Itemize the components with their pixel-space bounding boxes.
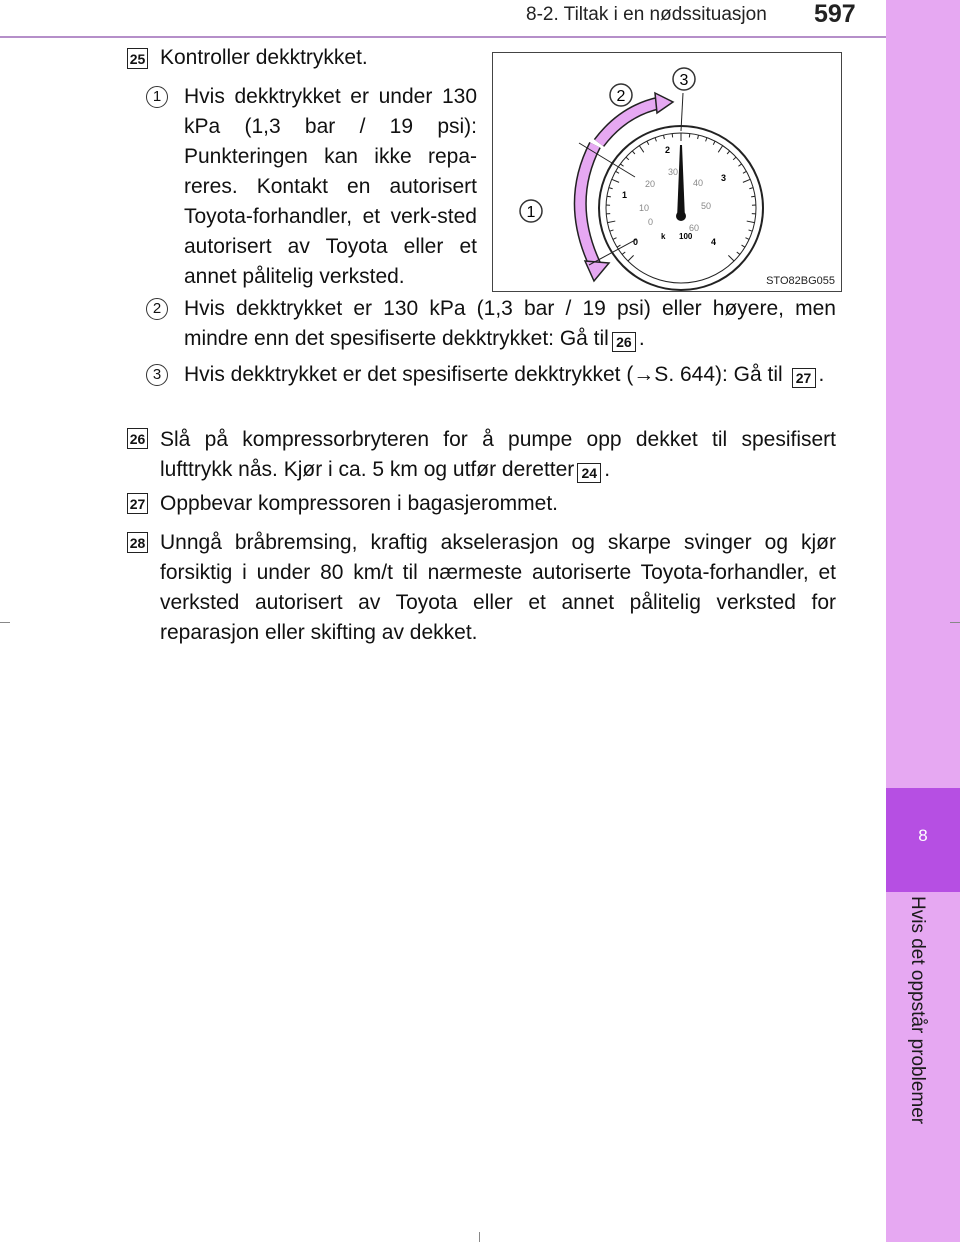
item-2-text: Hvis dekktrykket er 130 kPa (1,3 bar / 19 psi) eller høyere, men mindre enn det spesifiserte dekktrykket: Gå til 26 . <box>184 297 836 350</box>
item-1-marker: 1 <box>146 86 168 108</box>
page-number: 597 <box>814 0 856 28</box>
side-tab-top <box>886 0 960 788</box>
gauge-needle-hub <box>676 211 686 221</box>
callout-2-label: 2 <box>616 88 626 105</box>
step-27-marker: 27 <box>127 493 148 514</box>
pressure-gauge-figure <box>492 52 842 292</box>
gauge-max-label: 100 <box>679 232 693 241</box>
step-28-marker: 28 <box>127 532 148 553</box>
step-28-text: Unngå bråbremsing, kraftig akselerasjon og skarpe svinger og kjør forsiktig i under 80 km/t til nærmeste autoriserte Toyota-forhandler, et verksted autorisert av Toyota eller et annet pålitelig verksted for reparasjon eller skifting av dekket. <box>160 531 836 644</box>
step-26-body: Slå på kompressorbryteren for å pumpe opp dekket til spesifisert lufttrykk nås. Kjør i ca. 5 km og utfør deretter <box>160 428 836 481</box>
psi-label-30: 30 <box>668 167 679 177</box>
item-3-text: Hvis dekktrykket er det spesifiserte dekktrykket (→S. 644): Gå til 27 . <box>184 363 825 386</box>
chapter-label: Hvis det oppstår problemer <box>907 896 928 1125</box>
header-title: 8-2. Tiltak i en nødssituasjon <box>526 4 767 25</box>
step-27-text: Oppbevar kompressoren i bagasjerommet. <box>160 492 559 515</box>
chapter-number: 8 <box>918 826 928 845</box>
header-rule <box>0 36 886 38</box>
psi-label-20: 20 <box>645 179 656 189</box>
psi-label-10: 10 <box>639 203 650 213</box>
bar-label-1: 1 <box>622 190 628 200</box>
step-25-text: Kontroller dekktrykket. <box>160 46 368 69</box>
step-ref-27: 27 <box>792 368 816 388</box>
item-3-body: Hvis dekktrykket er det spesifiserte dekktrykket (→S. 644): Gå til <box>184 363 783 386</box>
gauge-illustration <box>493 53 841 291</box>
gauge-tick <box>751 196 755 197</box>
item-2-body: Hvis dekktrykket er 130 kPa (1,3 bar / 19 psi) eller høyere, men mindre enn det spesifiserte dekktrykket: Gå til <box>184 297 836 350</box>
arrow-2-head <box>655 93 673 113</box>
arrow-1-head <box>585 261 609 281</box>
psi-label-40: 40 <box>693 178 704 188</box>
step-25-marker: 25 <box>127 48 148 69</box>
bar-label-0: 0 <box>633 237 639 247</box>
step-26-marker: 26 <box>127 428 148 449</box>
crop-mark-bottom <box>479 1232 480 1242</box>
psi-label-60: 60 <box>689 223 700 233</box>
callout-1-label: 1 <box>526 204 536 221</box>
step-ref-24: 24 <box>577 463 601 483</box>
step-26-text: Slå på kompressorbryteren for å pumpe opp dekket til spesifisert lufttrykk nås. Kjør i ca. 5 km og utfør deretter 24 . <box>160 428 836 481</box>
step-ref-26: 26 <box>612 332 636 352</box>
psi-label-0: 0 <box>648 217 654 227</box>
bar-label-3: 3 <box>721 173 727 183</box>
item-3-marker: 3 <box>146 364 168 386</box>
gauge-unit-label: k <box>661 232 666 241</box>
bar-label-4: 4 <box>711 237 717 247</box>
figure-code: STO82BG055 <box>766 275 835 287</box>
crop-mark-right <box>950 622 960 623</box>
crop-mark-left <box>0 622 10 623</box>
item-2-marker: 2 <box>146 298 168 320</box>
callout-3-label: 3 <box>679 72 689 89</box>
bar-label-2: 2 <box>665 145 671 155</box>
psi-label-50: 50 <box>701 201 712 211</box>
gauge-tick <box>607 196 611 197</box>
item-1-text: Hvis dekktrykket er under 130 kPa (1,3 bar / 19 psi): Punkteringen kan ikke repa-reres. Kontakt en autorisert Toyota-forhandler, et verk-sted autorisert av Toyota eller et annet pålitelig verksted. <box>184 85 477 288</box>
